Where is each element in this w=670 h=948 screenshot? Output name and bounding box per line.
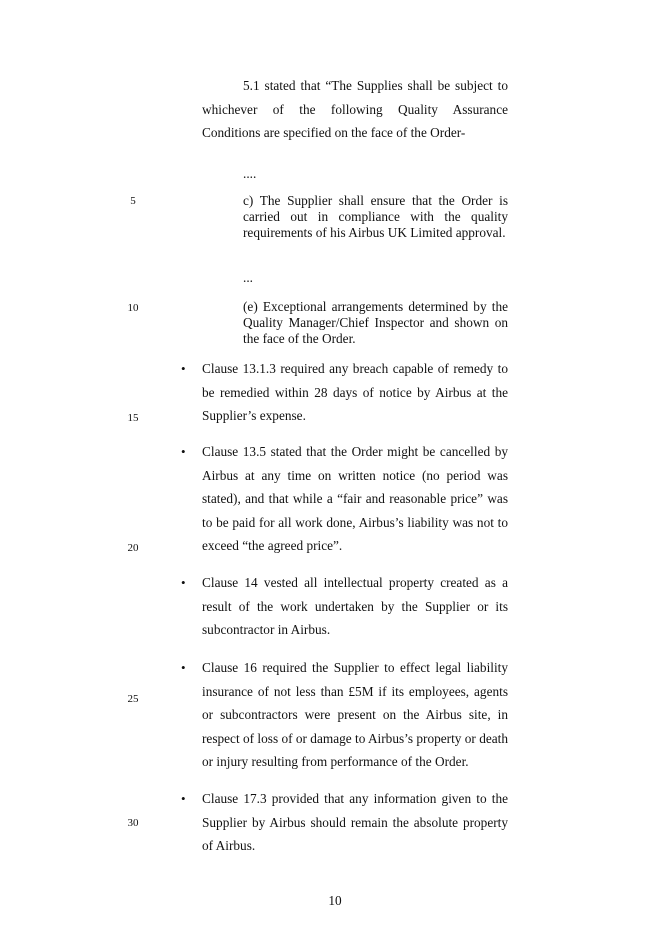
bullet-dot: • [181, 361, 186, 376]
line-number: 5 [130, 195, 136, 207]
line-number: 25 [127, 693, 139, 705]
ellipsis-marker: .... [243, 166, 257, 181]
bullet-clause-14: Clause 14 vested all intellectual property created as a result of the work undertaken by the Supplier or its subcontractor in Airbus. [202, 575, 508, 637]
ellipsis-marker: ... [243, 270, 253, 285]
quote-clause-e: (e) Exceptional arrangements determined by the Quality Manager/Chief Inspector and shown on the face of the Order. [243, 299, 508, 346]
line-number: 30 [127, 817, 139, 829]
bullet-clause-16: Clause 16 required the Supplier to effect legal liability insurance of not less than £5M if its employees, agents or subcontractors were present on the Airbus site, in respect of loss of or damage to Airbus’s property or death or injury resulting from performance of the Order. [202, 660, 508, 769]
bullet-dot: • [181, 791, 186, 806]
bullet-dot: • [181, 660, 186, 675]
page-number: 10 [328, 893, 342, 908]
line-number: 10 [127, 302, 139, 314]
bullet-clause-17-3: Clause 17.3 provided that any information given to the Supplier by Airbus should remain the absolute property of Airbus. [202, 791, 508, 853]
line-number: 20 [127, 542, 139, 554]
intro-paragraph: 5.1 stated that “The Supplies shall be subject to whichever of the following Quality Assurance Conditions are specified on the face of the Order- [202, 78, 508, 140]
line-number: 15 [127, 412, 139, 424]
bullet-clause-13-1-3: Clause 13.1.3 required any breach capable of remedy to be remedied within 28 days of notice by Airbus at the Supplier’s expense. [202, 361, 508, 423]
bullet-dot: • [181, 444, 186, 459]
bullet-dot: • [181, 575, 186, 590]
quote-clause-c: c) The Supplier shall ensure that the Order is carried out in compliance with the quality requirements of his Airbus UK Limited approval. [243, 193, 508, 240]
bullet-clause-13-5: Clause 13.5 stated that the Order might be cancelled by Airbus at any time on written notice (no period was stated), and that while a “fair and reasonable price” was to be paid for all work done, Airbus’s liability was not to exceed “the agreed price”. [202, 444, 508, 553]
